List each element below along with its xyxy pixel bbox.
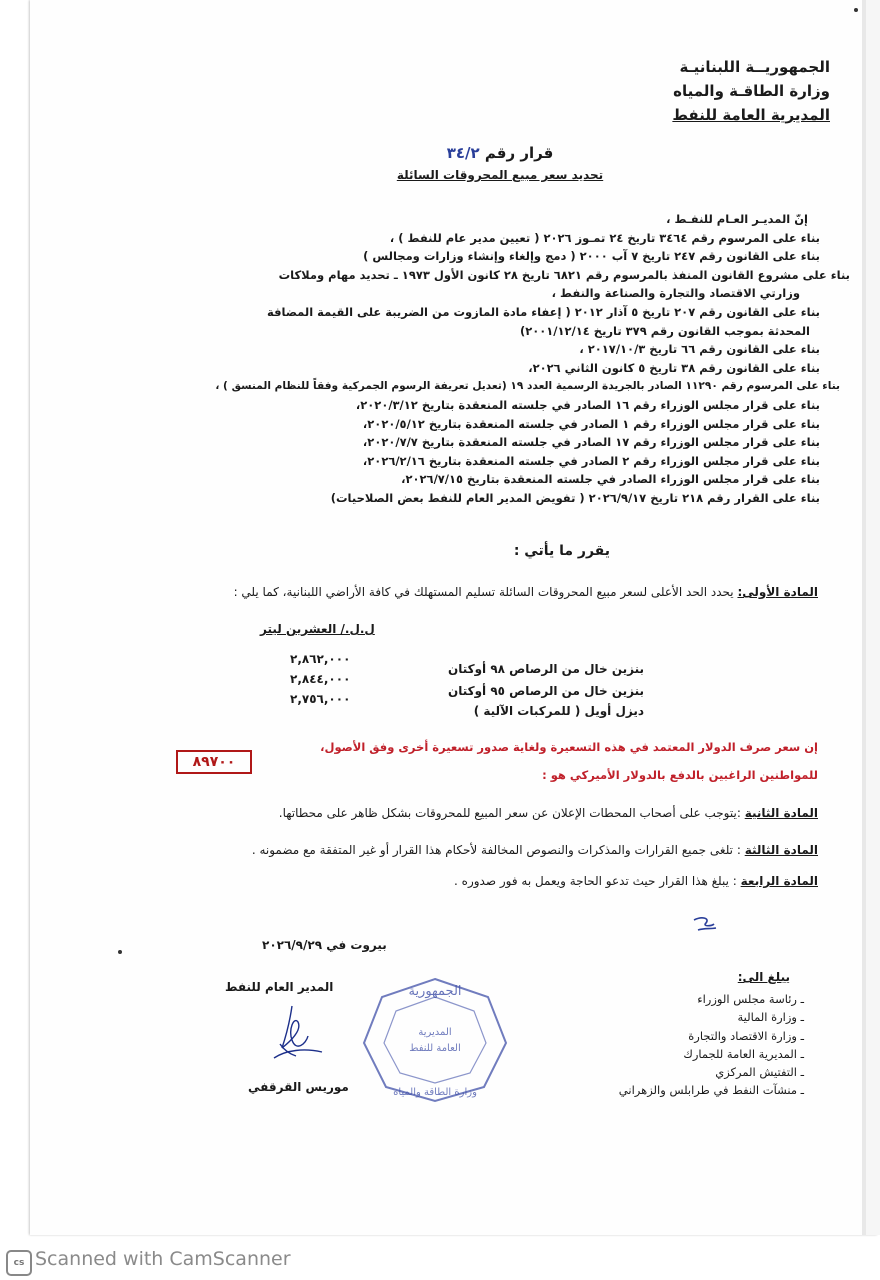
- article-1-label: المادة الأولى:: [737, 585, 818, 599]
- preamble-line: بناء على قرار مجلس الوزراء الصادر في جلسته المنعقدة بتاريخ ٢٠٢٦/٧/١٥،: [401, 472, 820, 487]
- camscanner-logo-icon: cs: [6, 1250, 32, 1276]
- scanner-watermark: Scanned with CamScanner: [35, 1248, 291, 1270]
- preamble-line: وزارتي الاقتصاد والتجارة والصناعة والنفط ،: [551, 286, 800, 301]
- stamp-bottom-text: وزارة الطاقة والمياه: [393, 1087, 477, 1098]
- article-4: [454, 874, 818, 888]
- stamp-middle-text-1: المديرية: [418, 1027, 452, 1038]
- copies-item: ـ المديرية العامة للجمارك: [683, 1046, 804, 1061]
- preamble-line: بناء على مشروع القانون المنفذ بالمرسوم رقم ٦٨٢١ تاريخ ٢٨ كانون الأول ١٩٧٣ ـ تحديد مهام وملاكات: [278, 267, 850, 282]
- price-value: ٢,٧٥٦,٠٠٠: [290, 692, 351, 706]
- price-value: ٢,٨٤٤,٠٠٠: [290, 672, 351, 686]
- exchange-note-line1: إن سعر صرف الدولار المعتمد في هذه التسعيرة ولغاية صدور تسعيرة أخرى وفق الأصول،: [320, 740, 818, 754]
- margin-mark: [854, 8, 858, 12]
- header-directorate: المديرية العامة للنفط: [672, 106, 830, 124]
- preamble-line: بناء على قرار مجلس الوزراء رقم ١٧ الصادر في جلسته المنعقدة بتاريخ ٢٠٢٠/٧/٧،: [362, 435, 820, 450]
- official-stamp: [360, 975, 510, 1105]
- signature: [262, 1000, 332, 1070]
- signatory-title: المدير العام للنفط: [225, 980, 334, 994]
- decides-heading: يقرر ما يأتي :: [513, 543, 610, 559]
- price-value: ٢,٨٦٢,٠٠٠: [290, 652, 351, 666]
- preamble-line: بناء على قرار مجلس الوزراء رقم ١٦ الصادر في جلسته المنعقدة بتاريخ ٢٠٢٠/٣/١٢،: [355, 397, 820, 412]
- preamble-line: بناء على قرار مجلس الوزراء رقم ٢ الصادر في جلسته المنعقدة بتاريخ ٢٠٢٦/٢/١٦،: [362, 453, 820, 468]
- article-2-text: :يتوجب على أصحاب المحطات الإعلان عن سعر المبيع للمحروقات بشكل ظاهر على محطاتها.: [278, 806, 741, 820]
- stamp-middle-text-2: العامة للنفط: [409, 1043, 461, 1054]
- decision-title-prefix: قرار رقم: [484, 144, 554, 162]
- copies-item: ـ وزارة الاقتصاد والتجارة: [688, 1028, 804, 1043]
- article-2: [279, 806, 818, 820]
- article-3-text: : تلغى جميع القرارات والمذكرات والنصوص المخالفة لأحكام هذا القرار أو غير المتفقة مع مضمونه .: [251, 843, 741, 857]
- article-1: [234, 585, 818, 599]
- preamble-line: بناء على القانون رقم ٦٦ تاريخ ٢٠١٧/١٠/٣ ،: [579, 342, 820, 357]
- copies-item: ـ وزارة المالية: [737, 1010, 804, 1025]
- fuel-type: ديزل أويل ( للمركبات الآلية ): [473, 704, 644, 718]
- decision-title: [380, 144, 620, 162]
- copies-title: يبلغ الى:: [737, 970, 790, 984]
- margin-mark: [118, 950, 122, 954]
- header-republic: الجمهوريــة اللبنانيـة: [679, 58, 830, 76]
- header-ministry: وزارة الطاقـة والمياه: [673, 82, 830, 100]
- signatory-name: موريس القرقفي: [248, 1080, 349, 1094]
- preamble-line: بناء على القانون رقم ٣٨ تاريخ ٥ كانون الثاني ٢٠٢٦،: [528, 360, 820, 375]
- preamble-line: بناء على المرسوم رقم ١١٢٩٠ الصادر بالجريدة الرسمية العدد ١٩ (تعديل تعريفة الرسوم الجمركية وفقاً للنظام المنسق ) ،: [215, 380, 840, 393]
- preamble-line: المحدثة بموجب القانون رقم ٣٧٩ تاريخ ٢٠٠١/١٢/١٤): [519, 323, 810, 338]
- preamble-line: بناء على قرار مجلس الوزراء رقم ١ الصادر في جلسته المنعقدة بتاريخ ٢٠٢٠/٥/١٢،: [362, 416, 820, 431]
- stamp-top-text: الجمهورية: [408, 984, 462, 999]
- preamble-line: بناء على القرار رقم ٢١٨ تاريخ ٢٠٢٦/٩/١٧ ( تفويض المدير العام للنفط بعض الصلاحيات): [330, 490, 820, 505]
- preamble-line: إنّ المديـر العـام للنفـط ،: [666, 212, 808, 226]
- preamble-line: بناء على القانون رقم ٢٠٧ تاريخ ٥ آذار ٢٠١٢ ( إعفاء مادة المازوت من الضريبة على القيمة المضافة: [267, 304, 820, 319]
- fuel-type: بنزين خال من الرصاص ٩٥ أوكتان: [447, 684, 644, 698]
- article-2-label: المادة الثانية: [744, 806, 818, 820]
- decision-number: ٣٤/٢: [446, 144, 480, 162]
- place-date: بيروت في ٢٠٢٦/٩/٢٩: [262, 938, 387, 952]
- copies-item: ـ منشآت النفط في طرابلس والزهراني: [618, 1083, 804, 1098]
- preamble-line: بناء على القانون رقم ٢٤٧ تاريخ ٧ آب ٢٠٠٠ ( دمج وإلغاء وإنشاء وزارات ومجالس ): [363, 249, 820, 264]
- article-3-label: المادة الثالثة: [744, 843, 818, 857]
- exchange-rate-box: ٨٩٧٠٠: [176, 750, 252, 774]
- copies-list: [619, 990, 804, 1100]
- initials-mark: [690, 914, 720, 936]
- article-1-text: يحدد الحد الأعلى لسعر مبيع المحروقات السائلة تسليم المستهلك في كافة الأراضي اللبنانية، كما يلي :: [233, 585, 734, 599]
- article-4-text: : يبلغ هذا القرار حيث تدعو الحاجة ويعمل به فور صدوره .: [454, 874, 737, 888]
- preamble-line: بناء على المرسوم رقم ٣٤٦٤ تاريخ ٢٤ تمـوز ٢٠٢٦ ( تعيين مدير عام للنفط ) ،: [389, 230, 820, 245]
- article-4-label: المادة الرابعة: [740, 874, 818, 888]
- decision-subtitle: تحديد سعر مبيع المحروقات السائلة: [396, 168, 604, 182]
- scan-margin: [866, 0, 880, 1235]
- fuel-type: بنزين خال من الرصاص ٩٨ أوكتان: [447, 662, 644, 676]
- copies-item: ـ رئاسة مجلس الوزراء: [697, 992, 804, 1006]
- article-3: [252, 843, 818, 857]
- preamble: [180, 210, 850, 508]
- exchange-note-line2: للمواطنين الراغبين بالدفع بالدولار الأميركي هو :: [542, 768, 818, 782]
- copies-item: ـ التفتيش المركزي: [715, 1065, 804, 1080]
- price-unit-label: ل.ل./ العشرين ليتر: [260, 622, 375, 636]
